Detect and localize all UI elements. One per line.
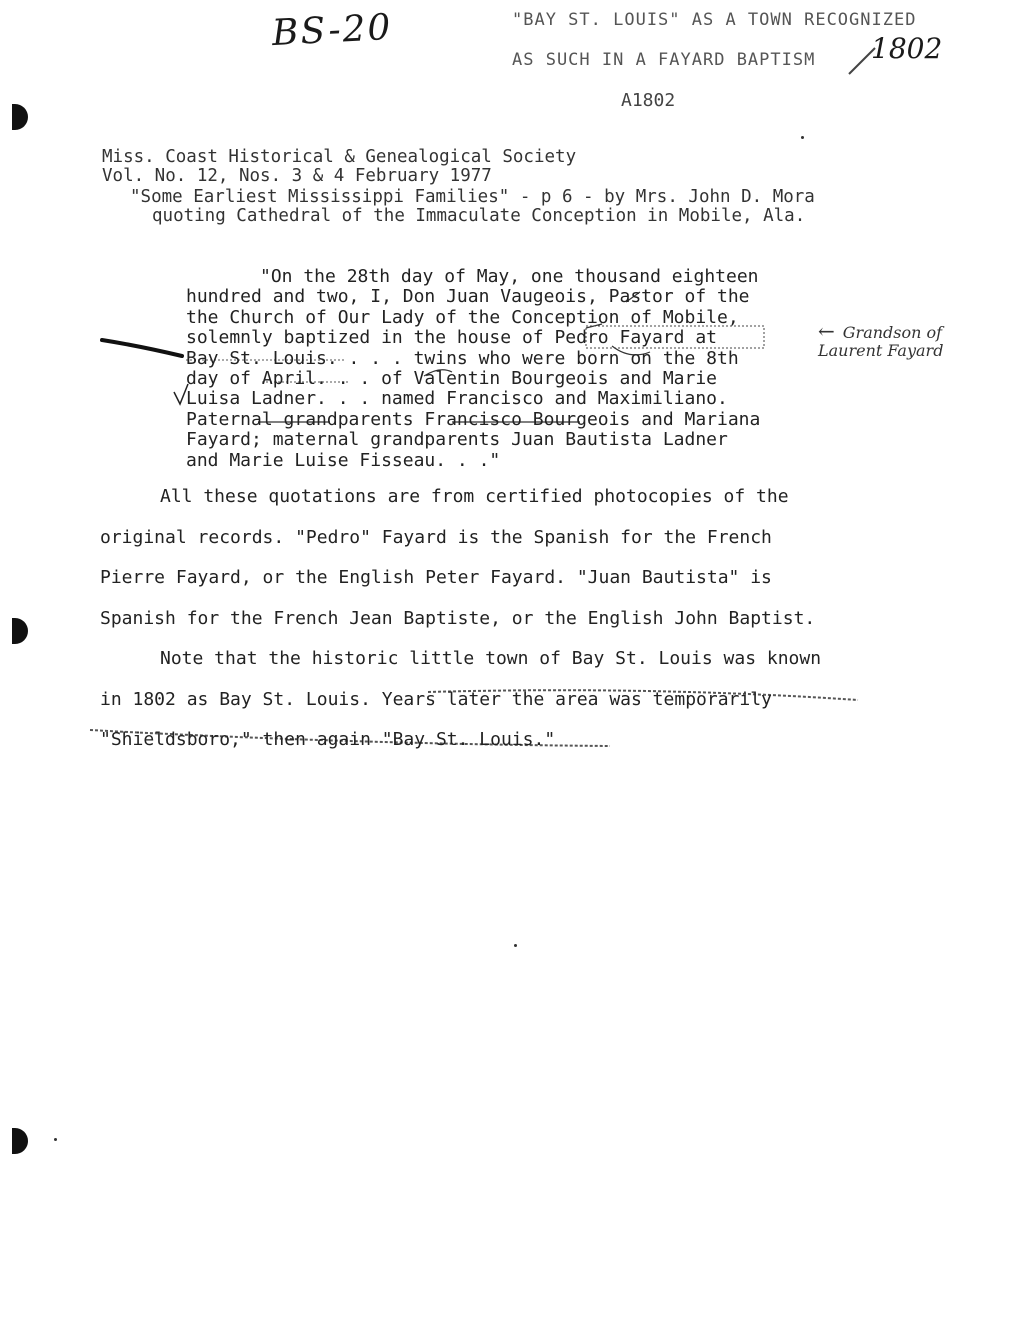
- margin-note: [818, 319, 978, 360]
- paragraph-line: in 1802 as Bay St. Louis. Years later the area was temporarily: [100, 688, 772, 710]
- source-line-3: "Some Earliest Mississippi Families" - p 6 - by Mrs. John D. Mora: [130, 187, 815, 207]
- paragraph-line: All these quotations are from certified photocopies of the: [160, 486, 789, 507]
- punch-hole: [12, 1128, 28, 1154]
- arrow-left-icon: ←: [818, 319, 835, 343]
- title-year: A1802: [621, 90, 676, 111]
- quote-line: day of April. . . of Valentin Bourgeois and Marie: [186, 368, 718, 390]
- paragraph-line: "Shieldsboro," then again "Bay St. Louis.": [100, 729, 556, 750]
- quote-line: the Church of Our Lady of the Conception of Mobile,: [186, 306, 739, 328]
- title-line-2: AS SUCH IN A FAYARD BAPTISM: [512, 50, 816, 70]
- source-line-2: Vol. No. 12, Nos. 3 & 4 February 1977: [102, 166, 492, 186]
- baptism-quote: [186, 267, 846, 471]
- quote-line: hundred and two, I, Don Juan Vaugeois, Pastor of the: [186, 286, 750, 308]
- paragraph-line: Pierre Fayard, or the English Peter Fayard. "Juan Bautista" is: [100, 567, 772, 588]
- source-line-1: Miss. Coast Historical & Genealogical Society: [102, 147, 577, 167]
- quote-line: Fayard; maternal grandparents Juan Bautista Ladner: [186, 429, 728, 451]
- margin-note-text: Grandson of Laurent Fayard: [818, 323, 944, 360]
- title-line-1: "BAY ST. LOUIS" AS A TOWN RECOGNIZED: [512, 10, 917, 30]
- paragraph-2: [100, 648, 910, 770]
- quote-line: "On the 28th day of May, one thousand eighteen: [260, 266, 759, 287]
- paragraph-line: original records. "Pedro" Fayard is the Spanish for the French: [100, 526, 772, 548]
- speck: [514, 944, 517, 947]
- source-line-4: quoting Cathedral of the Immaculate Conception in Mobile, Ala.: [152, 206, 806, 226]
- quote-line: solemnly baptized in the house of Pedro Fayard at: [186, 327, 718, 349]
- file-code: BS-20: [271, 6, 394, 55]
- paragraph-1: [100, 486, 910, 648]
- handwritten-year-text: 1802: [871, 32, 943, 65]
- paragraph-line: Note that the historic little town of Bay St. Louis was known: [160, 648, 822, 669]
- paragraph-line: Spanish for the French Jean Baptiste, or the English John Baptist.: [100, 607, 816, 629]
- quote-line: and Marie Luise Fisseau. . .": [186, 449, 501, 471]
- quote-line: Bay St. Louis. . . . twins who were born on the 8th: [186, 347, 739, 369]
- speck: [54, 1138, 57, 1141]
- quote-line: Luisa Ladner. . . named Francisco and Maximiliano.: [186, 388, 728, 410]
- quote-line: Paternal grandparents Francisco Bourgeois and Mariana: [186, 408, 761, 430]
